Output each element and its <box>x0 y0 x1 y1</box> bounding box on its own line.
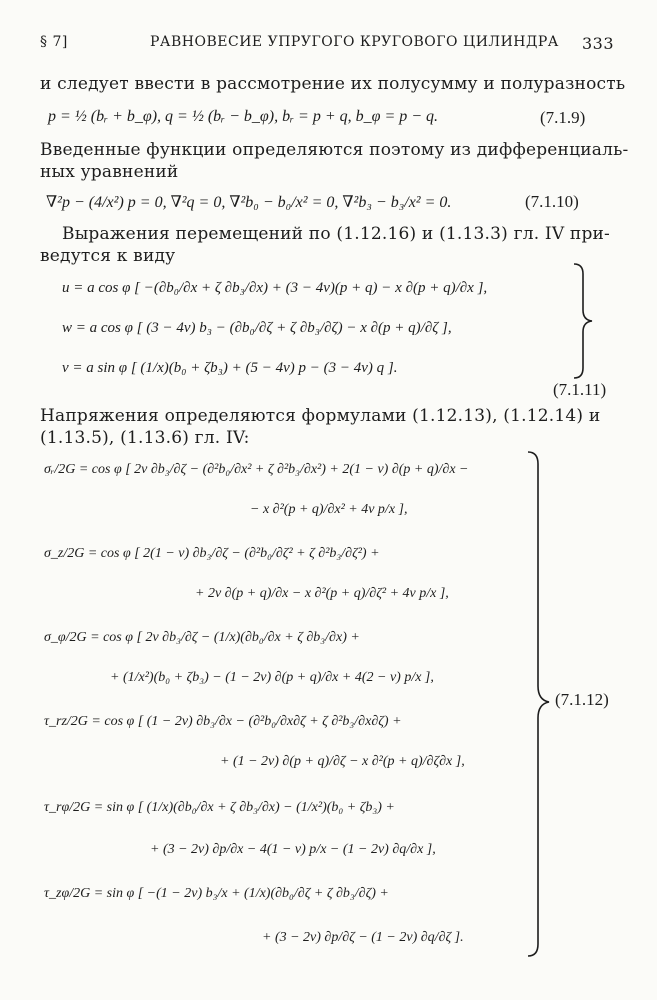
equation-tau-rz-line2: + (1 − 2ν) ∂(p + q)/∂ζ − x ∂²(p + q)/∂ζ∂x ], <box>220 754 465 769</box>
equation-tau-zphi-line1: τ_zφ/2G = sin φ [ −(1 − 2ν) b₃/x + (1/x)(∂b₀/∂ζ + ζ ∂b₃/∂ζ) + <box>44 886 389 901</box>
paragraph-line: и следует ввести в рассмотрение их полусумму и полуразность <box>40 74 626 94</box>
equation-number: (7.1.11) <box>553 380 607 399</box>
paragraph-line: ных уравнений <box>40 162 179 182</box>
right-brace-displacements <box>570 262 596 380</box>
equation-sigma-z-line2: + 2ν ∂(p + q)/∂x − x ∂²(p + q)/∂ζ² + 4ν p/x ], <box>195 586 449 601</box>
equation-tau-zphi-line2: + (3 − 2ν) ∂p/∂ζ − (1 − 2ν) ∂q/∂ζ ]. <box>262 930 464 945</box>
equation-number: (7.1.9) <box>540 108 586 127</box>
paragraph-line: Введенные функции определяются поэтому из дифференциаль- <box>40 140 629 160</box>
equation-7-1-10: ∇²p − (4/x²) p = 0, ∇²q = 0, ∇²b₀ − b₀/x² = 0, ∇²b₃ − b₃/x² = 0. <box>46 194 452 211</box>
equation-number: (7.1.10) <box>525 192 579 211</box>
equation-u: u = a cos φ [ −(∂b₀/∂x + ζ ∂b₃/∂x) + (3 − 4ν)(p + q) − x ∂(p + q)/∂x ], <box>62 280 488 296</box>
section-mark: § 7] <box>40 34 68 50</box>
equation-7-1-9: p = ½ (bᵣ + b_φ), q = ½ (bᵣ − b_φ), bᵣ = p + q, b_φ = p − q. <box>48 108 439 125</box>
equation-sigma-z-line1: σ_z/2G = cos φ [ 2(1 − ν) ∂b₃/∂ζ − (∂²b₀/∂ζ² + ζ ∂²b₃/∂ζ²) + <box>44 546 380 561</box>
page-number: 333 <box>582 34 615 53</box>
paragraph-line: ведутся к виду <box>40 246 176 266</box>
paragraph-line: Выражения перемещений по (1.12.16) и (1.13.3) гл. IV при- <box>62 224 611 244</box>
equation-sigma-phi-line1: σ_φ/2G = cos φ [ 2ν ∂b₃/∂ζ − (1/x)(∂b₀/∂x + ζ ∂b₃/∂x) + <box>44 630 360 645</box>
paragraph-line: (1.13.5), (1.13.6) гл. IV: <box>40 428 250 448</box>
equation-v: v = a sin φ [ (1/x)(b₀ + ζb₃) + (5 − 4ν) p − (3 − 4ν) q ]. <box>62 360 398 376</box>
right-brace-stresses <box>524 450 554 960</box>
paragraph-line: Напряжения определяются формулами (1.12.13), (1.12.14) и <box>40 406 601 426</box>
equation-tau-rphi-line1: τ_rφ/2G = sin φ [ (1/x)(∂b₀/∂x + ζ ∂b₃/∂x) − (1/x²)(b₀ + ζb₃) + <box>44 800 395 815</box>
running-title: РАВНОВЕСИЕ УПРУГОГО КРУГОВОГО ЦИЛИНДРА <box>150 34 559 50</box>
equation-sigma-phi-line2: + (1/x²)(b₀ + ζb₃) − (1 − 2ν) ∂(p + q)/∂x + 4(2 − ν) p/x ], <box>110 670 434 685</box>
equation-sigma-r-line2: − x ∂²(p + q)/∂x² + 4ν p/x ], <box>250 502 408 517</box>
equation-w: w = a cos φ [ (3 − 4ν) b₃ − (∂b₀/∂ζ + ζ ∂b₃/∂ζ) − x ∂(p + q)/∂ζ ], <box>62 320 452 336</box>
equation-number: (7.1.12) <box>555 690 609 709</box>
equation-tau-rz-line1: τ_rz/2G = cos φ [ (1 − 2ν) ∂b₃/∂x − (∂²b₀/∂x∂ζ + ζ ∂²b₃/∂x∂ζ) + <box>44 714 402 729</box>
equation-sigma-r-line1: σᵣ/2G = cos φ [ 2ν ∂b₃/∂ζ − (∂²b₀/∂x² + ζ ∂²b₃/∂x²) + 2(1 − ν) ∂(p + q)/∂x − <box>44 462 469 477</box>
equation-tau-rphi-line2: + (3 − 2ν) ∂p/∂x − 4(1 − ν) p/x − (1 − 2ν) ∂q/∂x ], <box>150 842 436 857</box>
